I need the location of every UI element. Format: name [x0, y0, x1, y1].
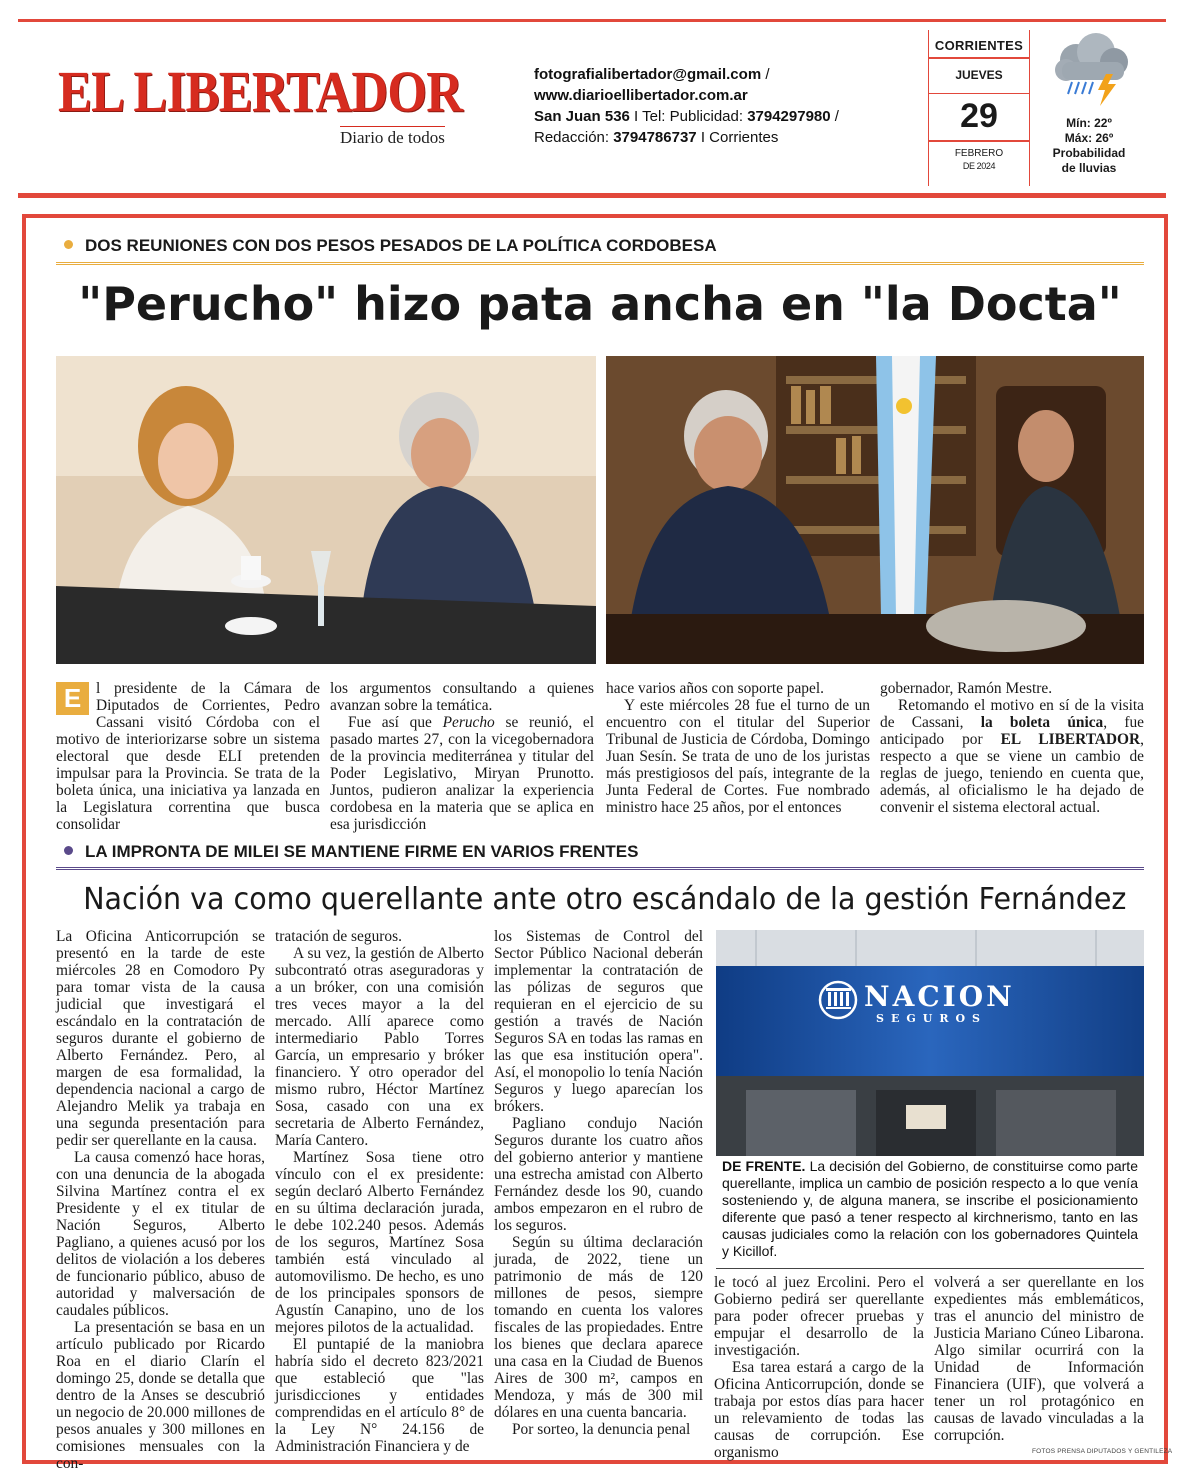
weather-forecast-2: de lluvias [1061, 161, 1117, 175]
article2-col-5 [934, 1274, 1144, 1444]
article1-col-4: gobernador, Ramón Mestre. Retomando el motivo en sí de la visita de Cassani, la boleta única, fue anticipado por EL LIBERTADOR, respecto a que se viene un cambio de reglas de juego, teniendo en cuenta que, además, al oficialismo le ha dejado de convenir el sistema electoral actual. [880, 680, 1144, 816]
paragraph: La presentación se basa en un artículo publicado por Ricardo Roa en el diario Clarín el domingo 25, donde se detalla que dentro de la Anses se descubrió un negocio de 20.000 millones de pesos anuales y 300 millones en comisiones mensuales con la con- [56, 1319, 265, 1472]
nacion-seguros-facade [716, 930, 1144, 1156]
article1-kicker-rule [56, 262, 1144, 265]
article1-headline: "Perucho" hizo pata ancha en "la Docta" [78, 277, 1122, 331]
weather-min: Mín: 22º [1066, 116, 1112, 130]
paragraph: le tocó al juez Ercolini. Pero el Gobierno pedirá ser querellante para poder ofrecer pruebas y empujar el desarrollo de la investigación. [714, 1274, 924, 1359]
paragraph: Esa tarea estará a cargo de la Oficina Anticorrupción, donde se trabaja por estos días para hacer un relevamiento de todas las causas de corrupción. Ese organismo [714, 1359, 924, 1461]
article1-col-1: E l presidente de la Cámara de Diputados de Corrientes, Pedro Cassani visitó Córdoba con el motivo de interiorizarse sobre un sistema electoral que desde ELI pretenden impulsar para la Provincia. Se trata de la boleta única, una iniciativa ya lanzada en la Legislatura correntina que busca consolidar [56, 680, 320, 833]
date-city: CORRIENTES [934, 38, 1024, 53]
paragraph: La Oficina Anticorrupción se presentó en la tarde de este miércoles 28 en Comodoro Py para tomar vista de la causa judicial que investigará el escándalo en la contratación de seguros durante el gobierno de Alberto Fernández. Pero, al margen de esa formalidad, la dependencia nacional a cargo de Alejandro Melik ya trabaja en una segunda presentación para pedir ser querellante en la causa. [56, 928, 265, 1149]
logo-tagline: Diario de todos [340, 128, 445, 147]
date-month: FEBRERO [954, 147, 1004, 159]
paragraph: El puntapié de la maniobra habría sido el decreto 823/2021 que estableció que "las jurisdicciones y entidades comprendidas en el artículo 8° de la Ley N° 24.156 de Administración Financiera y de [275, 1336, 484, 1455]
masthead-logo [58, 59, 463, 152]
seguros-sign: SEGUROS [876, 1012, 987, 1025]
article2-col-3 [494, 928, 703, 1438]
article2-photo-caption: DE FRENTE. La decisión del Gobierno, de constituirse como parte querellante, implica un cambio de posición respecto a lo que venía sosteniendo y, de alguna manera, se inscribe el posicionamiento diferente que pasó a tener respecto al kirchnerismo, tanto en las causas judiciales como la relación con los gobernadores Quintela y Kicillof. [722, 1158, 1138, 1259]
paragraph: Pagliano condujo Nación Seguros durante los cuatro años del gobierno anterior y mantiene una estrecha amistad con Alberto Fernández desde los 90, cuando ambos empezaron en el rubro de los seguros. [494, 1115, 703, 1234]
paragraph: A su vez, la gestión de Alberto subcontrató otras aseguradoras y a un bróker, con una comisión tres veces mayor a la del mercado. Allí aparece como intermediario Pablo Torres García, un empresario y bróker financiero. Y otro operador del mismo rubro, Héctor Martínez Sosa, casado con una ex secretaria de Alberto Fernández, María Cantero. [275, 945, 484, 1149]
paragraph: tratación de seguros. [275, 928, 402, 945]
date-year: DE 2024 [962, 160, 996, 171]
contact-tel-redaccion: 3794786737 [613, 129, 697, 146]
paragraph: Según su última declaración jurada, de 2022, tiene un patrimonio de más de 120 millones de pesos, siempre tomando en cuenta los valores fiscales de las propiedades. Entre los bienes que declara aparece una casa en la Ciudad de Buenos Aires de 300 m², campos en Mendoza, y más de 300 mil dólares en una cuenta bancaria. [494, 1234, 703, 1421]
nacion-sign: NACION [864, 980, 1015, 1013]
article2-col-4 [714, 1274, 924, 1461]
weather-forecast-1: Probabilidad [1052, 146, 1126, 160]
top-red-line [18, 19, 1166, 22]
article2-col-2 [275, 928, 484, 1455]
article2-kicker: LA IMPRONTA DE MILEI SE MANTIENE FIRME EN VARIOS FRENTES [64, 842, 638, 862]
contact-email: fotografialibertador@gmail.com [534, 66, 762, 83]
kicker-dot [64, 846, 73, 855]
logo-wordmark: EL LIBERTADOR [58, 59, 463, 124]
paragraph: Por sorteo, la denuncia penal [512, 1421, 691, 1438]
article2-photo [716, 930, 1144, 1156]
date-box [928, 30, 1030, 186]
contact-tel-publicidad: 3794297980 [747, 108, 831, 125]
article1-kicker: DOS REUNIONES CON DOS PESOS PESADOS DE LA POLÍTICA CORDOBESA [64, 236, 717, 256]
caption-lead: DE FRENTE. [722, 1158, 806, 1174]
dropcap: E [56, 682, 89, 715]
contact-address: San Juan 536 [534, 108, 630, 125]
paragraph: los Sistemas de Control del Sector Público Nacional deberán implementar la contratación de las pólizas de seguros que requieran en el ejercicio de su gestión a través de Nación Seguros SA en todas las ramas en las que esa institución opera". Así, el monopolio lo tenía Nación Seguros y luego aparecían los brókers. [494, 928, 703, 1115]
article1-photo-right [606, 356, 1144, 664]
article1-col-3: hace varios años con soporte papel. Y este miércoles 28 fue el turno de un encuentro con el titular del Superior Tribunal de Justicia de Córdoba, Domingo Juan Sesín. Se trata de uno de los juristas más prestigiosos del país, integrante de la Junta Federal de Cortes. Fue nombrado ministro hace 25 años, por el entonces [606, 680, 870, 816]
paragraph: La causa comenzó hace horas, con una denuncia de la abogada Silvina Martínez contra el ex Presidente y el ex titular de Nación Seguros, Alberto Pagliano, a quienes acusó por los delitos de violación a los deberes de funcionario público, abuso de autoridad y malversación de caudales públicos. [56, 1149, 265, 1319]
paragraph: Martínez Sosa tiene otro vínculo con el ex presidente: según declaró Alberto Fernández en su última declaración jurada, le debe 102.240 pesos. Además de los seguros, Martínez Sosa también está vinculado al automovilismo. De hecho, es uno de los principales sponsors de Agustín Canapino, uno de los mejores pilotos de la actualidad. [275, 1149, 484, 1336]
paragraph: volverá a ser querellante en los expedientes más emblemáticos, tras el anuncio del ministro de Justicia Mariano Cúneo Libarona. Algo similar ocurrirá con la Unidad de Información Financiera (UIF), que volverá a tener un rol protagónico en causas de lavado vinculadas a la corrupción. [934, 1274, 1144, 1444]
kicker-dot [64, 240, 73, 249]
storm-cloud-icon [1044, 30, 1134, 110]
date-weekday: JUEVES [955, 67, 1003, 82]
article1-photo-left [56, 356, 596, 664]
weather-box [1036, 30, 1142, 186]
caption-divider [716, 1268, 1144, 1269]
article2-col-1 [56, 928, 265, 1472]
article1-col-2: los argumentos consultando a quienes avanzan sobre la temática. Fue así que Perucho se reunió, el pasado martes 27, con la vicegobernadora de la provincia mediterránea y titular del Poder Legislativo, Miryan Prunotto. Juntos, pudieron analizar la experiencia cordobesa en la materia que se aplica en esa jurisdicción [330, 680, 595, 833]
article2-kicker-rule [56, 867, 1144, 870]
contact-info: fotografialibertador@gmail.com / www.diarioellibertador.com.ar San Juan 536 I Tel: Publicidad: 3794297980 / Redacción: 3794786737 I Corrientes [534, 66, 839, 146]
date-day: 29 [960, 97, 998, 135]
article2-headline: Nación va como querellante ante otro escándalo de la gestión Fernández [83, 882, 1127, 917]
meeting-scene [56, 356, 596, 664]
office-scene [606, 356, 1144, 664]
photo-credit: FOTOS PRENSA DIPUTADOS Y GENTILEZA [1032, 1448, 1173, 1455]
contact-website: www.diarioellibertador.com.ar [534, 87, 748, 104]
masthead-bottom-line [18, 193, 1166, 198]
weather-max: Máx: 26º [1064, 131, 1114, 145]
